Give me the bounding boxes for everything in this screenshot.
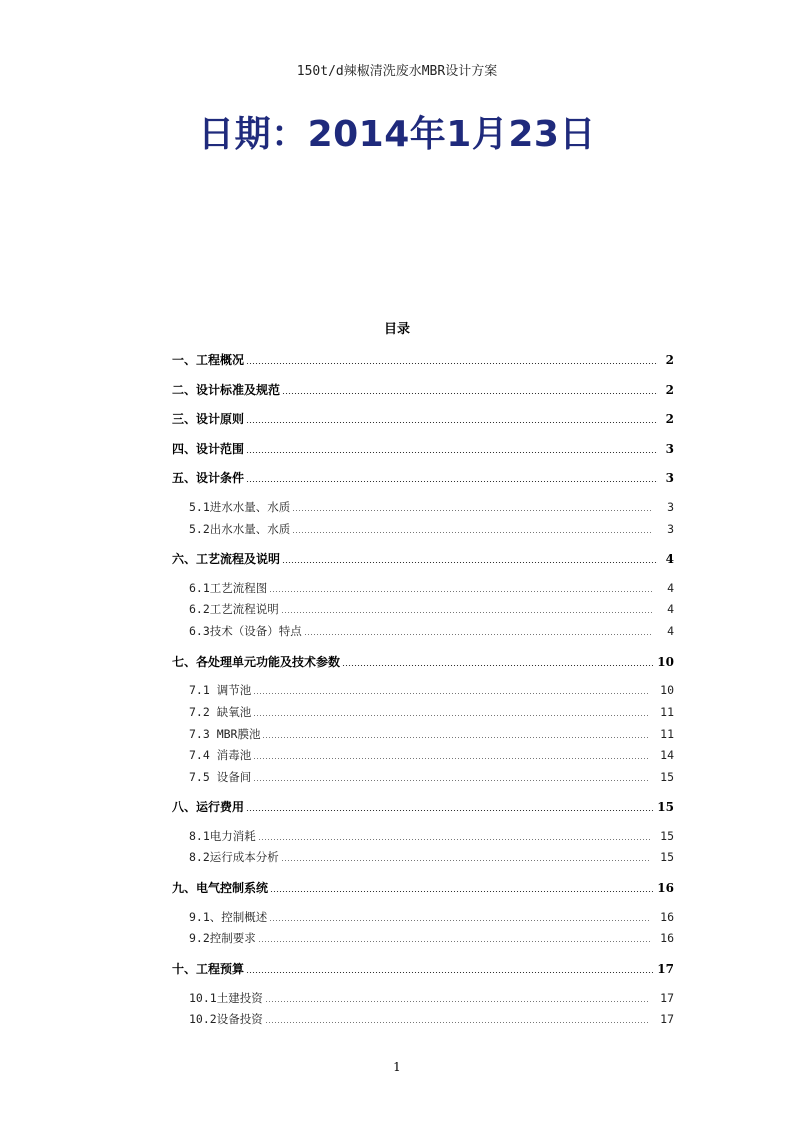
document-header: 150t/d辣椒清洗废水MBR设计方案: [296, 64, 498, 79]
toc-leader-dots: [292, 532, 652, 533]
toc-entry[interactable]: [172, 351, 674, 368]
toc-entry[interactable]: [189, 580, 674, 596]
toc-entry[interactable]: [189, 623, 674, 639]
toc-leader-dots: [292, 510, 652, 511]
toc-entry[interactable]: [172, 469, 674, 486]
toc-entry-page: 2: [665, 353, 674, 367]
toc-entry[interactable]: [172, 440, 674, 457]
toc-entry-page: 16: [660, 910, 674, 924]
toc-entry[interactable]: [189, 499, 674, 515]
toc-leader-dots: [262, 737, 650, 738]
toc-leader-dots: [246, 363, 658, 364]
toc-entry-page: 10: [660, 683, 674, 697]
toc-entry[interactable]: [172, 653, 674, 670]
toc-entry-page: 17: [657, 962, 674, 976]
toc-entry-label: 9.1、控制概述: [189, 910, 268, 924]
toc-entry-page: 4: [667, 624, 674, 638]
toc-entry[interactable]: [172, 410, 674, 427]
toc-leader-dots: [246, 972, 653, 973]
toc-entry[interactable]: [172, 381, 674, 398]
toc-leader-dots: [258, 839, 650, 840]
toc-entry-label: 7.1 调节池: [189, 683, 252, 697]
toc-entry-label: 7.2 缺氧池: [189, 705, 252, 719]
toc-leader-dots: [269, 920, 650, 921]
toc-entry-page: 11: [660, 705, 674, 719]
toc-entry[interactable]: [189, 726, 674, 742]
toc-entry[interactable]: [189, 930, 674, 946]
toc-entry-page: 15: [657, 800, 674, 814]
toc-entry-label: 六、工艺流程及说明: [172, 552, 281, 566]
toc-leader-dots: [342, 665, 653, 666]
toc-entry-page: 4: [665, 552, 674, 566]
toc-entry-page: 15: [660, 850, 674, 864]
toc-leader-dots: [282, 562, 658, 563]
toc-entry[interactable]: [189, 828, 674, 844]
toc-leader-dots: [281, 612, 652, 613]
toc-entry-label: 二、设计标准及规范: [172, 383, 281, 397]
toc-entry-page: 16: [657, 881, 674, 895]
page-number: 1: [393, 1060, 401, 1074]
toc-entry-label: 8.2运行成本分析: [189, 850, 279, 864]
toc-leader-dots: [304, 634, 652, 635]
toc-leader-dots: [281, 860, 650, 861]
toc-entry[interactable]: [189, 704, 674, 720]
toc-entry-label: 8.1电力消耗: [189, 829, 256, 843]
toc-entry-label: 八、运行费用: [172, 800, 245, 814]
toc-entry-page: 4: [667, 602, 674, 616]
toc-entry-label: 一、工程概况: [172, 353, 245, 367]
toc-entry-label: 三、设计原则: [172, 412, 245, 426]
toc-entry-label: 7.3 MBR膜池: [189, 727, 261, 741]
toc-entry-page: 2: [665, 412, 674, 426]
toc-entry[interactable]: [189, 849, 674, 865]
toc-entry[interactable]: [189, 682, 674, 698]
toc-entry-page: 3: [665, 442, 674, 456]
toc-entry-page: 15: [660, 829, 674, 843]
toc-entry-page: 10: [657, 655, 674, 669]
toc-entry[interactable]: [189, 769, 674, 785]
toc-entry[interactable]: [172, 960, 674, 977]
toc-entry-page: 4: [667, 581, 674, 595]
toc-leader-dots: [246, 452, 658, 453]
toc-entry-page: 16: [660, 931, 674, 945]
toc-leader-dots: [253, 693, 650, 694]
toc-entry-page: 17: [660, 991, 674, 1005]
toc-leader-dots: [253, 780, 650, 781]
toc-entry-page: 15: [660, 770, 674, 784]
toc-entry-label: 6.3技术（设备）特点: [189, 624, 302, 638]
toc-leader-dots: [270, 891, 653, 892]
toc-entry-label: 10.1土建投资: [189, 991, 263, 1005]
toc-entry-label: 7.5 设备间: [189, 770, 252, 784]
toc-entry-label: 5.1进水水量、水质: [189, 500, 291, 514]
toc-entry-page: 17: [660, 1012, 674, 1026]
toc-leader-dots: [246, 810, 653, 811]
toc-leader-dots: [253, 715, 650, 716]
toc-entry-label: 6.2工艺流程说明: [189, 602, 279, 616]
toc-entry-page: 11: [660, 727, 674, 741]
toc-entry-page: 14: [660, 748, 674, 762]
toc-leader-dots: [265, 1022, 650, 1023]
toc-entry[interactable]: [189, 601, 674, 617]
toc-entry-label: 九、电气控制系统: [172, 881, 269, 895]
toc-entry-label: 十、工程预算: [172, 962, 245, 976]
toc-entry-page: 3: [667, 500, 674, 514]
toc-entry-page: 3: [665, 471, 674, 485]
toc-entry-label: 10.2设备投资: [189, 1012, 263, 1026]
toc-entry[interactable]: [189, 909, 674, 925]
toc-entry[interactable]: [172, 550, 674, 567]
toc-entry-page: 3: [667, 522, 674, 536]
toc-leader-dots: [246, 422, 658, 423]
toc-leader-dots: [265, 1001, 650, 1002]
toc-entry[interactable]: [189, 1011, 674, 1027]
toc-leader-dots: [269, 591, 652, 592]
toc-title: 目录: [383, 322, 410, 337]
toc-entry-label: 6.1工艺流程图: [189, 581, 268, 595]
toc-entry[interactable]: [172, 879, 674, 896]
toc-entry[interactable]: [189, 747, 674, 763]
toc-entry-label: 五、设计条件: [172, 471, 245, 485]
toc-entry[interactable]: [189, 521, 674, 537]
toc-leader-dots: [282, 393, 658, 394]
toc-entry-label: 七、各处理单元功能及技术参数: [172, 655, 341, 669]
toc-entry-label: 5.2出水水量、水质: [189, 522, 291, 536]
toc-entry-page: 2: [665, 383, 674, 397]
toc-leader-dots: [258, 941, 650, 942]
toc-leader-dots: [253, 758, 650, 759]
toc-entry[interactable]: [172, 798, 674, 815]
toc-entry-label: 四、设计范围: [172, 442, 245, 456]
toc-entry-label: 7.4 消毒池: [189, 748, 252, 762]
toc-entry-label: 9.2控制要求: [189, 931, 256, 945]
toc-leader-dots: [246, 481, 658, 482]
date-heading: 日期：2014年1月23日: [198, 114, 596, 155]
toc-entry[interactable]: [189, 990, 674, 1006]
